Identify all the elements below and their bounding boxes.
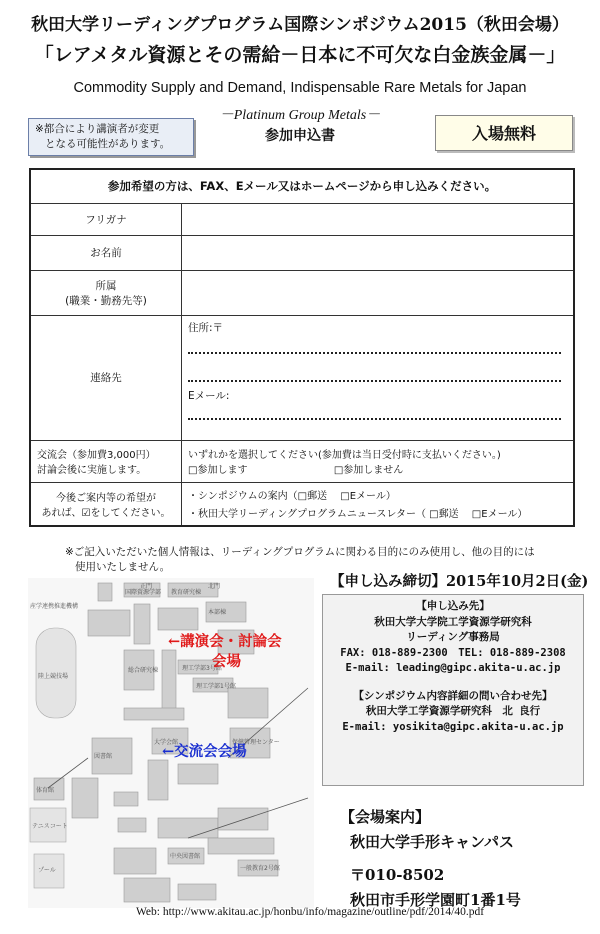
lecture-venue-marker [168, 632, 282, 672]
address-label: 住所:〒 [188, 321, 224, 334]
apply-org-2: リーディング事務局 [406, 631, 500, 643]
map-label-resources-faculty: 国際資源学部 [125, 589, 162, 596]
reception-label [30, 440, 182, 482]
contact-field[interactable] [182, 315, 575, 440]
map-label-industry-center: 産学連携推進機構 [30, 603, 79, 610]
future-info-label-2: あれば、☑をしてください。 [41, 507, 171, 519]
form-instruction: 参加希望の方は、FAX、Eメール又はホームページから申し込みください。 [30, 169, 574, 203]
affiliation-label-main: 所属 [95, 279, 117, 292]
main-title: 「レアメタル資源とその需給－日本に不可欠な白金族金属－」 [34, 44, 566, 66]
map-label-health-center: 保健管理センター [232, 739, 280, 746]
map-label-central-library: 中央図書館 [170, 853, 201, 860]
attend-checkbox[interactable]: □参加します [188, 465, 248, 476]
affiliation-field[interactable] [182, 270, 575, 315]
map-label-student-hall: 大学会館 [154, 739, 179, 746]
venue-campus: 秋田大学手形キャンパス [350, 833, 514, 851]
notice-line-1: ※都合により講演者が変更 [35, 123, 160, 135]
speaker-change-notice [28, 118, 194, 156]
map-label-track: 陸上競技場 [38, 673, 69, 680]
campus-map [28, 578, 314, 908]
map-label-pool: プール [38, 867, 56, 874]
reception-venue-marker: ←交流会会場 [162, 743, 247, 760]
apply-org-1: 秋田大学大学院工学資源学研究科 [374, 615, 532, 628]
map-label-library: 図書館 [94, 753, 113, 760]
affiliation-label [30, 270, 182, 315]
reception-options [188, 461, 567, 476]
apply-heading: 【申し込み先】 [416, 600, 490, 612]
contact-box [322, 594, 584, 786]
map-label-general-research: 総合研究棟 [128, 667, 159, 674]
newsletter-option[interactable]: ・秋田大学リーディングプログラムニュースレター（ □郵送 □Eメール） [188, 509, 528, 521]
email-label: Eメール: [188, 389, 230, 402]
registration-form [29, 168, 575, 527]
reception-choice [182, 440, 575, 482]
map-label-research-building: 教育研究棟 [171, 589, 202, 596]
apply-email: E-mail: leading@gipc.akita-u.ac.jp [345, 662, 561, 674]
map-label-general-ed-2: 一般教育2号館 [240, 865, 280, 872]
venue-heading: 【会場案内】 [340, 808, 431, 826]
privacy-line-2: 使用いたしません。 [75, 561, 171, 573]
map-label-eng-1: 理工学部1号館 [196, 683, 236, 690]
furigana-field[interactable] [182, 203, 575, 235]
map-label-main-gate: 正門 [140, 583, 153, 590]
address-line-2 [188, 364, 561, 382]
reception-label-2: 討論会後に実施します。 [37, 465, 147, 476]
lecture-venue-line-2: 会場 [212, 653, 241, 670]
address-line-1 [188, 336, 561, 354]
notice-line-2: となる可能性があります。 [45, 138, 171, 150]
map-label-eng-3: 理工学部3号館 [182, 665, 222, 672]
english-title: Commodity Supply and Demand, Indispensable Rare Metals for Japan [73, 80, 527, 96]
privacy-line-1: ※ご記入いただいた個人情報は、リーディングプログラムに関わる目的にのみ使用し、他の目的には [65, 546, 535, 558]
future-info-choice [182, 482, 575, 526]
not-attend-checkbox[interactable]: □参加しません [333, 465, 404, 476]
venue-info [340, 805, 521, 913]
map-label-north-gate: 北門 [208, 583, 221, 590]
web-url[interactable]: Web: http://www.akitau.ac.jp/honbu/info/magazine/outline/pdf/2014/40.pdf [136, 906, 485, 918]
lecture-venue-line-1: ←講演会・討論会 [168, 633, 282, 650]
reception-instruction: いずれかを選択してください(参加費は当日受付時に支払いください。) [188, 450, 501, 461]
email-line [188, 402, 561, 420]
inquiry-person: 秋田大学工学資源学研究科 北 良行 [365, 705, 541, 717]
inquiry-heading: 【シンポジウム内容詳細の問い合わせ先】 [353, 689, 553, 702]
reception-label-1: 交流会（参加費3,000円） [37, 450, 156, 461]
deadline: 【申し込み締切】2015年10月2日(金) [330, 573, 589, 590]
form-title: 参加申込書 [265, 128, 335, 144]
venue-address: 秋田市手形学園町1番1号 [350, 891, 521, 909]
future-info-label-1: 今後ご案内等の希望が [56, 492, 156, 504]
map-label-tennis: テニスコート [32, 823, 68, 830]
symposium-info-option[interactable]: ・シンポジウムの案内（□郵送 □Eメール） [188, 491, 396, 503]
affiliation-label-sub: (職業・勤務先等) [65, 294, 147, 307]
event-title: 秋田大学リーディングプログラム国際シンポジウム2015（秋田会場） [31, 15, 569, 35]
name-label: お名前 [30, 235, 182, 270]
contact-label: 連絡先 [30, 315, 182, 440]
admission-badge: 入場無料 [435, 115, 573, 151]
inquiry-email: E-mail: yosikita@gipc.akita-u.ac.jp [342, 720, 564, 733]
map-label-headquarters: 本部棟 [208, 609, 227, 616]
apply-fax-tel: FAX: 018-889-2300 TEL: 018-889-2308 [340, 646, 566, 659]
map-label-gym: 体育館 [36, 787, 55, 794]
english-subtitle: －Platinum Group Metals－ [219, 108, 381, 123]
venue-postal: 〒010-8502 [350, 866, 445, 884]
furigana-label: フリガナ [30, 203, 182, 235]
future-info-label [30, 482, 182, 526]
name-field[interactable] [182, 235, 575, 270]
